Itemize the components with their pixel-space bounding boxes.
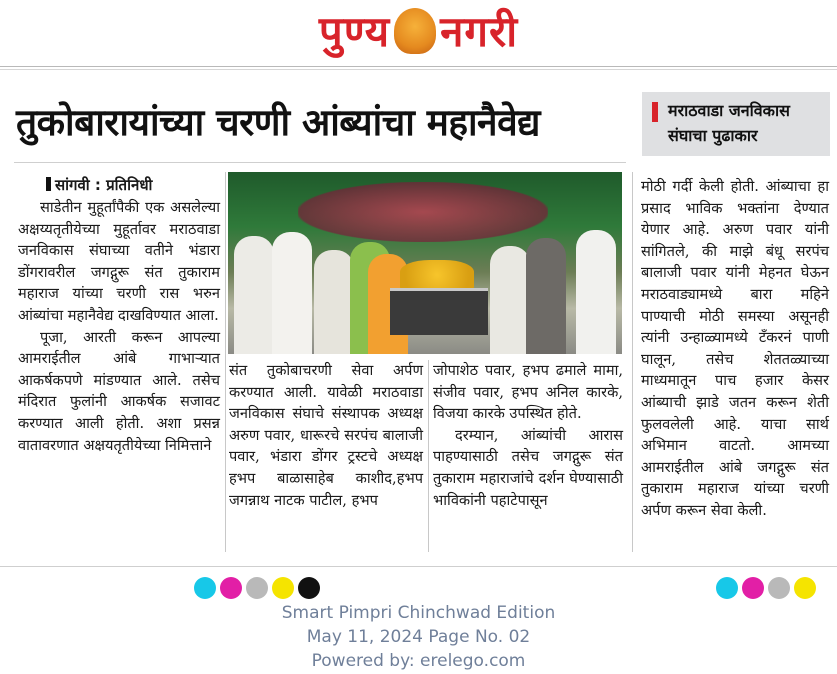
registration-dot [298,577,320,599]
registration-dot [246,577,268,599]
registration-dot [220,577,242,599]
article-column-4 [641,176,829,522]
byline [46,174,226,196]
photo-person [490,246,530,354]
column-divider [225,172,226,552]
byline-marker [46,177,51,191]
registration-dot [794,577,816,599]
top-divider-secondary [0,69,837,70]
side-tag-line-2: संघाचा पुढाकार [668,126,758,145]
newspaper-logo [0,4,837,60]
photo-person [314,250,354,354]
display-counter [390,288,488,335]
article-photo [228,172,622,354]
paragraph: साडेतीन मुहूर्तांपैकी एक असलेल्या अक्षय्यतृतीयेच्या मुहूर्तावर मराठवाडा जनविकास संघाच्या वतीने भंडारा डोंगरावरील जगद्गुरू संत तुकाराम महाराज यांच्या चरणी रास भरुन आंब्यांचा महानैवेद्य दाखविण्यात आला. [18,199,220,324]
paragraph: जोपाशेठ पवार, हभप ढमाले मामा, संजीव पवार, हभप अनिल कारके, विजया कारके उपस्थित होते. [433,362,623,423]
article-column-2 [229,360,423,511]
top-divider [0,66,837,67]
photo-person [272,232,312,354]
column-divider [632,172,633,552]
article-column-3 [433,360,623,511]
photo-person [526,238,566,354]
registration-dot [768,577,790,599]
photo-person [576,230,616,354]
paragraph: मोठी गर्दी केली होती. आंब्याचा हा प्रसाद भाविक भक्तांना देण्यात येणार आहे. अरुण पवार यांनी सांगितले, की माझे बंधू सरपंच बालाजी पवार यांनी मेहनत घेऊन मराठवाड्यामध्ये बारा महिने पाण्याची मोठी समस्या असूनही त्यांनी उन्हाळ्यामध्ये टँकरनं पाणी घालून, तसेच शेततळ्याच्या माध्यमातून पाच हजार केसर आंब्याची झाडे जतन करून शेती फुलवलेली आहे. याचा सार्थ अभिमान वाटतो. आमच्या आमराईतील आंबे जगद्गुरू संत तुकाराम महाराज यांच्या चरणी अर्पण करून सेवा केली. [641,178,829,519]
footer-powered-by: Powered by: erelego.com [311,651,526,671]
side-tag [642,92,830,156]
article-column-1 [18,197,220,456]
paragraph: दरम्यान, आंब्यांची आरास पाहण्यासाठी तसेच जगद्गुरू संत तुकाराम महाराजांचे दर्शन घेण्यासाठी भाविकांनी पहाटेपासून [433,426,623,509]
column-divider [428,360,429,552]
registration-dot [194,577,216,599]
headline-underline [14,162,626,163]
ganesha-logo-icon [394,8,436,54]
article-headline: तुकोबारायांच्या चरणी आंब्यांचा महानैवेद्य [16,101,540,144]
paragraph: संत तुकोबाचरणी सेवा अर्पण करण्यात आली. यावेळी मराठवाडा जनविकास संघाचे संस्थापक अध्यक्ष अरुण पवार, धारूरचे सरपंच बालाजी पवार, भंडारा डोंगर ट्रस्टचे अध्यक्ष हभप बाळासाहेब काशीद,हभप जगन्नाथ नाटक पाटील, हभप [229,362,423,509]
byline-text: सांगवी : प्रतिनिधी [55,176,153,194]
side-tag-marker [652,102,658,122]
registration-dot [272,577,294,599]
masthead [0,0,837,64]
logo-text-right: नगरी [440,7,519,56]
registration-dot [742,577,764,599]
registration-dot [716,577,738,599]
flower-decoration [298,182,548,242]
footer-date-page: May 11, 2024 Page No. 02 [306,627,531,647]
footer-edition: Smart Pimpri Chinchwad Edition [281,603,556,623]
logo-text-left: पुण्य [318,7,391,56]
side-tag-line-1: मराठवाडा जनविकास [668,101,790,120]
photo-person [234,236,274,354]
paragraph: पूजा, आरती करून आपल्या आमराईतील आंबे गाभाऱ्यात आकर्षकपणे मांडण्यात आले. तसेच मंदिरात फुलांनी आकर्षक सजावट करण्यात आली होती. अशा प्रसन्न वातावरणात अक्षयतृतीयेच्या निमित्ताने [18,328,220,454]
bottom-divider [0,566,837,567]
mango-heap [400,260,474,290]
